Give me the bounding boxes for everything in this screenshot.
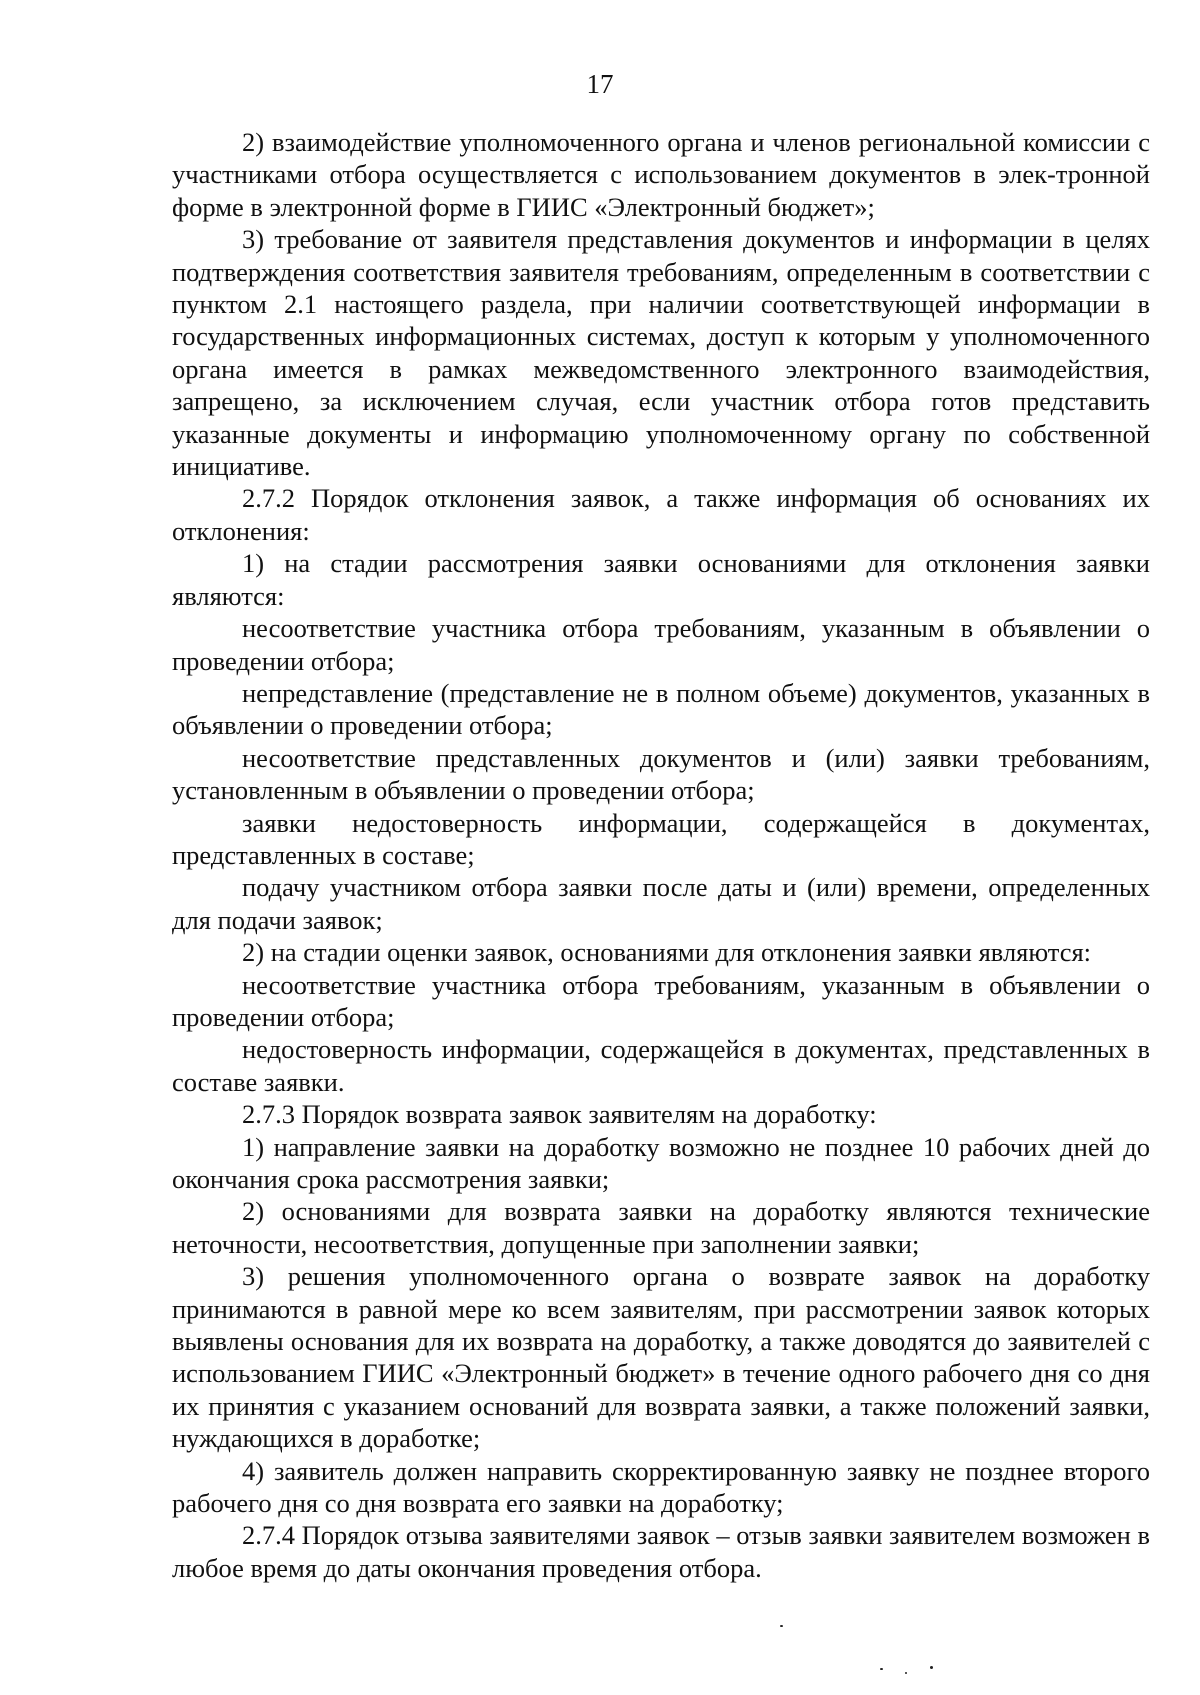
paragraph: 3) требование от заявителя представления документов и информации в целях подтверждения соответствия заявителя требованиям, определенным в соответствии с пунктом 2.1 настоящего раздела, при наличии соответствующей информации в государственных информационных системах, доступ к которым у уполномоченного органа имеется в рамках межведомственного электронного взаимодействия, запрещено, за исключением случая, если участник отбора готов представить указанные документы и информацию уполномоченному органу по собственной инициативе. [172,224,1150,482]
paragraph: 2.7.4 Порядок отзыва заявителями заявок – отзыв заявки заявителем возможен в любое время до даты окончания проведения отбора. [172,1520,1150,1583]
paragraph: несоответствие участника отбора требованиям, указанным в объявлении о проведении отбора; [172,969,1150,1032]
paragraph: 2) взаимодействие уполномоченного органа и членов региональной комиссии с участниками отбора осуществляется с использованием документов в элек-тронной форме в электронной форме в ГИИС «Электронный бюджет»; [172,127,1150,222]
paragraph: несоответствие участника отбора требованиям, указанным в объявлении о проведении отбора; [172,613,1150,676]
paragraph: 2) основаниями для возврата заявки на доработку являются технические неточности, несоответствия, допущенные при заполнении заявки; [172,1196,1150,1259]
paragraph: 4) заявитель должен направить скорректированную заявку не позднее второго рабочего дня со дня возврата его заявки на доработку; [172,1455,1150,1519]
paragraph: 1) направление заявки на доработку возможно не позднее 10 рабочих дней до окончания срока рассмотрения заявки; [172,1131,1150,1194]
paragraph: 3) решения уполномоченного органа о возврате заявок на доработку принимаются в равной мере ко всем заявителям, при рассмотрении заявок которых выявлены основания для их возврата на доработку, а также доводятся до заявителей с использованием ГИИС «Электронный бюджет» в течение одного рабочего дня со дня их принятия с указанием оснований для возврата заявки, а также положений заявки, нуждающихся в доработке; [172,1261,1150,1454]
scan-speck [930,1666,933,1669]
page-number: 17 [586,69,614,99]
paragraph: заявки недостоверность информации, содержащейся в документах, представленных в составе; [172,807,1150,870]
paragraph: 2.7.3 Порядок возврата заявок заявителям на доработку: [242,1099,877,1130]
scan-speck [780,1625,783,1627]
paragraph: 1) на стадии рассмотрения заявки основаниями для отклонения заявки являются: [172,548,1150,611]
scan-speck [905,1672,907,1674]
paragraph: 2) на стадии оценки заявок, основаниями для отклонения заявки являются: [242,937,1092,968]
paragraph: несоответствие представленных документов и (или) заявки требованиям, установленным в объявлении о проведении отбора; [172,742,1150,806]
paragraph: непредставление (представление не в полном объеме) документов, указанных в объявлении о проведении отбора; [172,677,1150,741]
paragraph: недостоверность информации, содержащейся в документах, представленных в составе заявки. [172,1034,1150,1097]
scan-speck [880,1668,883,1670]
paragraph: подачу участником отбора заявки после даты и (или) времени, определенных для подачи заявок; [172,872,1150,935]
document-body [172,126,1150,1584]
paragraph: 2.7.2 Порядок отклонения заявок, а также информация об основаниях их отклонения: [172,483,1150,546]
